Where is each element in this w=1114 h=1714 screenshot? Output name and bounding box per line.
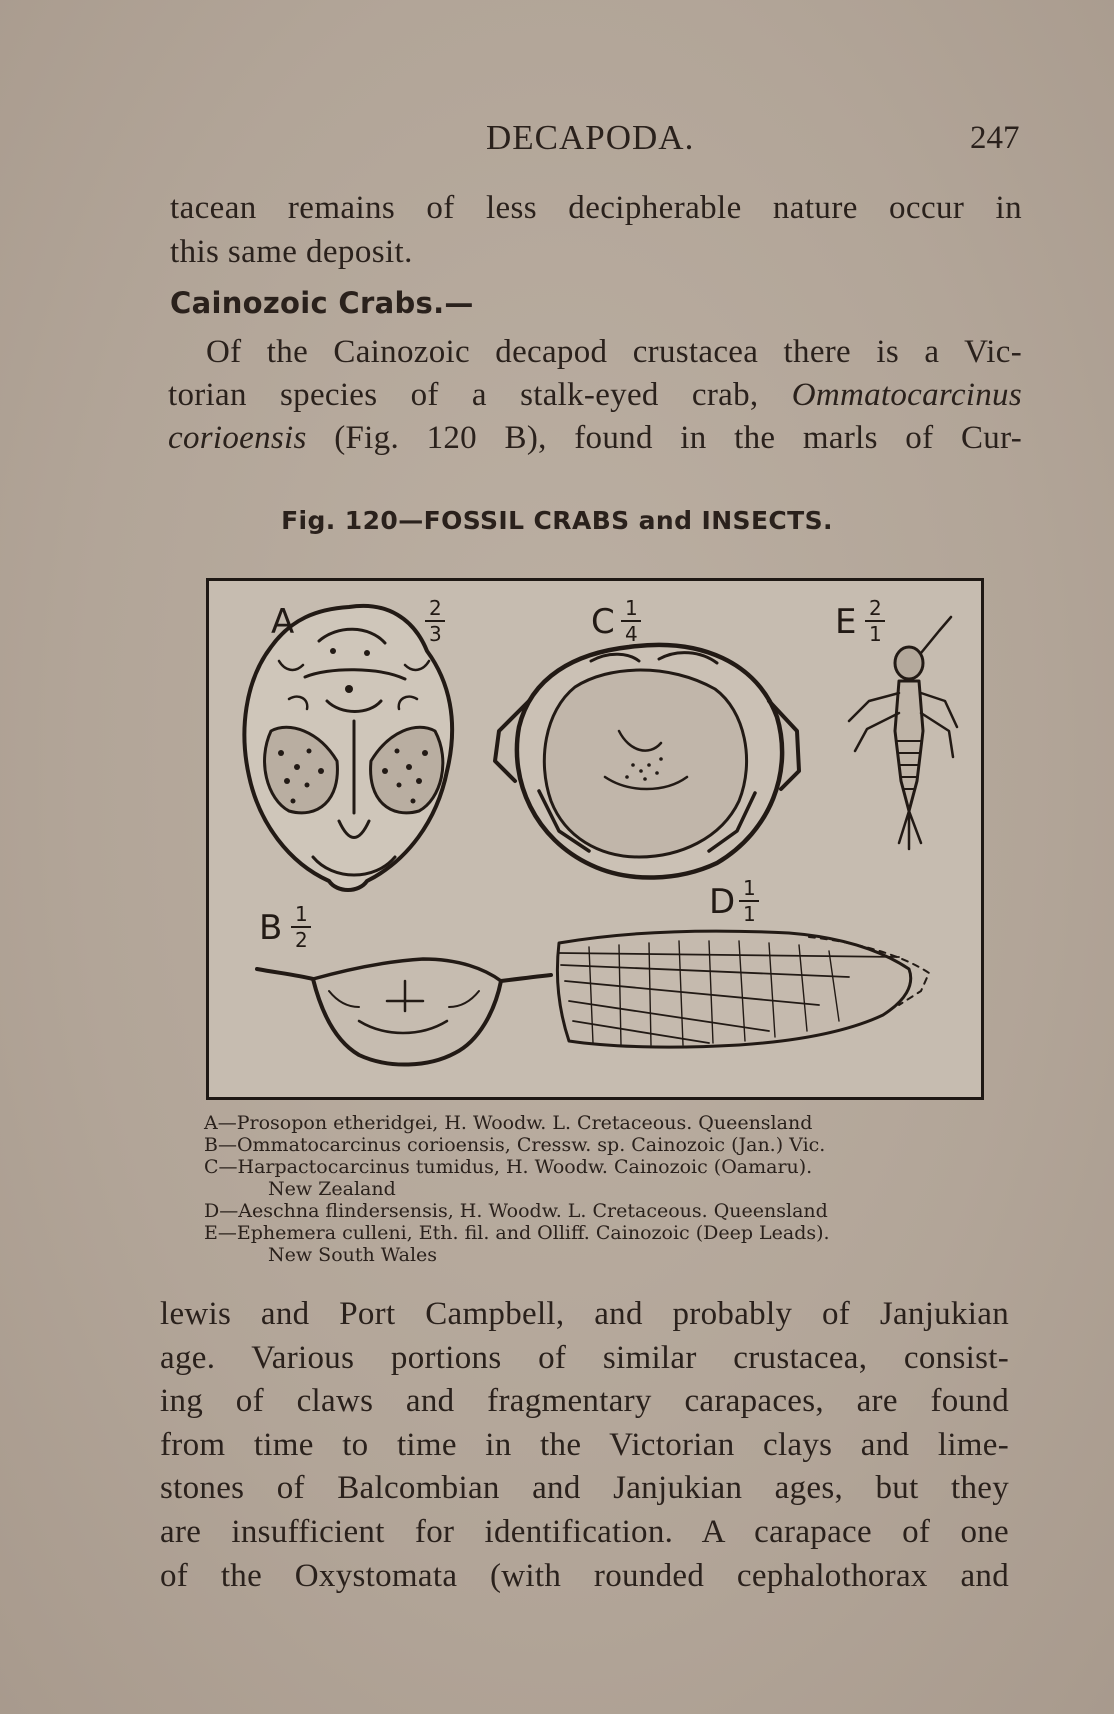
fossil-crab-a-illustration bbox=[244, 606, 452, 890]
caption-c-continued: New Zealand bbox=[268, 1178, 396, 1200]
figure-plate bbox=[206, 578, 984, 1100]
page-number: 247 bbox=[970, 120, 1020, 156]
caption-a: A—Prosopon etheridgei, H. Woodw. L. Cretaceous. Queensland bbox=[204, 1112, 813, 1134]
panel-a-letter: A bbox=[271, 602, 295, 642]
panel-e-scale-num: 2 bbox=[869, 596, 882, 620]
text-line: age. Various portions of similar crustacea, consist- bbox=[160, 1339, 1009, 1376]
text-line: ing of claws and fragmentary carapaces, are found bbox=[160, 1383, 1009, 1420]
text-line: from time to time in the Victorian clays and lime- bbox=[160, 1426, 1009, 1463]
fossil-crab-c-illustration bbox=[495, 645, 799, 878]
fossil-illustrations bbox=[209, 581, 981, 1097]
text-line: are insufficient for identification. A carapace of one bbox=[160, 1513, 1009, 1550]
page-header bbox=[0, 118, 1114, 168]
caption-d: D—Aeschna flindersensis, H. Woodw. L. Cretaceous. Queensland bbox=[204, 1200, 828, 1222]
continued-paragraph-bottom bbox=[160, 1296, 1009, 1601]
fossil-crab-b-illustration bbox=[257, 959, 551, 1065]
text-line: Of the Cainozoic decapod crustacea there is a Vic- bbox=[206, 334, 1022, 370]
panel-c-letter: C bbox=[591, 602, 615, 642]
text-line bbox=[168, 377, 1022, 420]
text-line: lewis and Port Campbell, and probably of Janjukian bbox=[160, 1296, 1009, 1332]
panel-b-scale-den: 2 bbox=[295, 928, 308, 952]
text-line: of the Oxystomata (with rounded cephalothorax and bbox=[160, 1557, 1009, 1594]
panel-b-letter: B bbox=[259, 908, 283, 948]
figure-captions bbox=[204, 1112, 994, 1266]
species-name: corioensis bbox=[168, 420, 307, 456]
panel-a-scale-num: 2 bbox=[429, 596, 442, 620]
text-segment: (Fig. 120 B), found in the marls of Cur- bbox=[306, 420, 1022, 456]
continued-paragraph bbox=[170, 190, 1022, 278]
section-heading: Cainozoic Crabs.— bbox=[170, 286, 474, 320]
panel-c-scale-num: 1 bbox=[625, 596, 638, 620]
panel-b-scale-num: 1 bbox=[295, 902, 308, 926]
text-segment: torian species of a stalk-eyed crab, bbox=[168, 377, 792, 413]
species-name: Ommatocarcinus bbox=[791, 377, 1022, 413]
text-line: this same deposit. bbox=[170, 234, 413, 270]
text-line bbox=[168, 420, 1022, 463]
panel-e-scale-den: 1 bbox=[869, 622, 882, 646]
fossil-insect-e-illustration bbox=[849, 617, 957, 849]
figure-title: Fig. 120—FOSSIL CRABS and INSECTS. bbox=[281, 506, 833, 535]
caption-e: E—Ephemera culleni, Eth. fil. and Olliff. Cainozoic (Deep Leads). bbox=[204, 1222, 830, 1244]
panel-d-scale-num: 1 bbox=[743, 876, 756, 900]
panel-d-letter: D bbox=[709, 882, 736, 922]
caption-c: C—Harpactocarcinus tumidus, H. Woodw. Cainozoic (Oamaru). bbox=[204, 1156, 813, 1178]
caption-b: B—Ommatocarcinus corioensis, Cressw. sp. Cainozoic (Jan.) Vic. bbox=[204, 1134, 826, 1156]
panel-a-scale-den: 3 bbox=[429, 622, 442, 646]
text-line: tacean remains of less decipherable nature occur in bbox=[170, 190, 1022, 226]
panel-d-scale-den: 1 bbox=[743, 902, 756, 926]
crab-paragraph bbox=[168, 334, 1022, 463]
fossil-wing-d-illustration bbox=[557, 931, 929, 1047]
running-head: DECAPODA. bbox=[486, 118, 695, 157]
caption-e-continued: New South Wales bbox=[268, 1244, 438, 1266]
panel-c-scale-den: 4 bbox=[625, 622, 638, 646]
panel-e-letter: E bbox=[835, 602, 857, 642]
text-line: stones of Balcombian and Janjukian ages, but they bbox=[160, 1470, 1009, 1507]
